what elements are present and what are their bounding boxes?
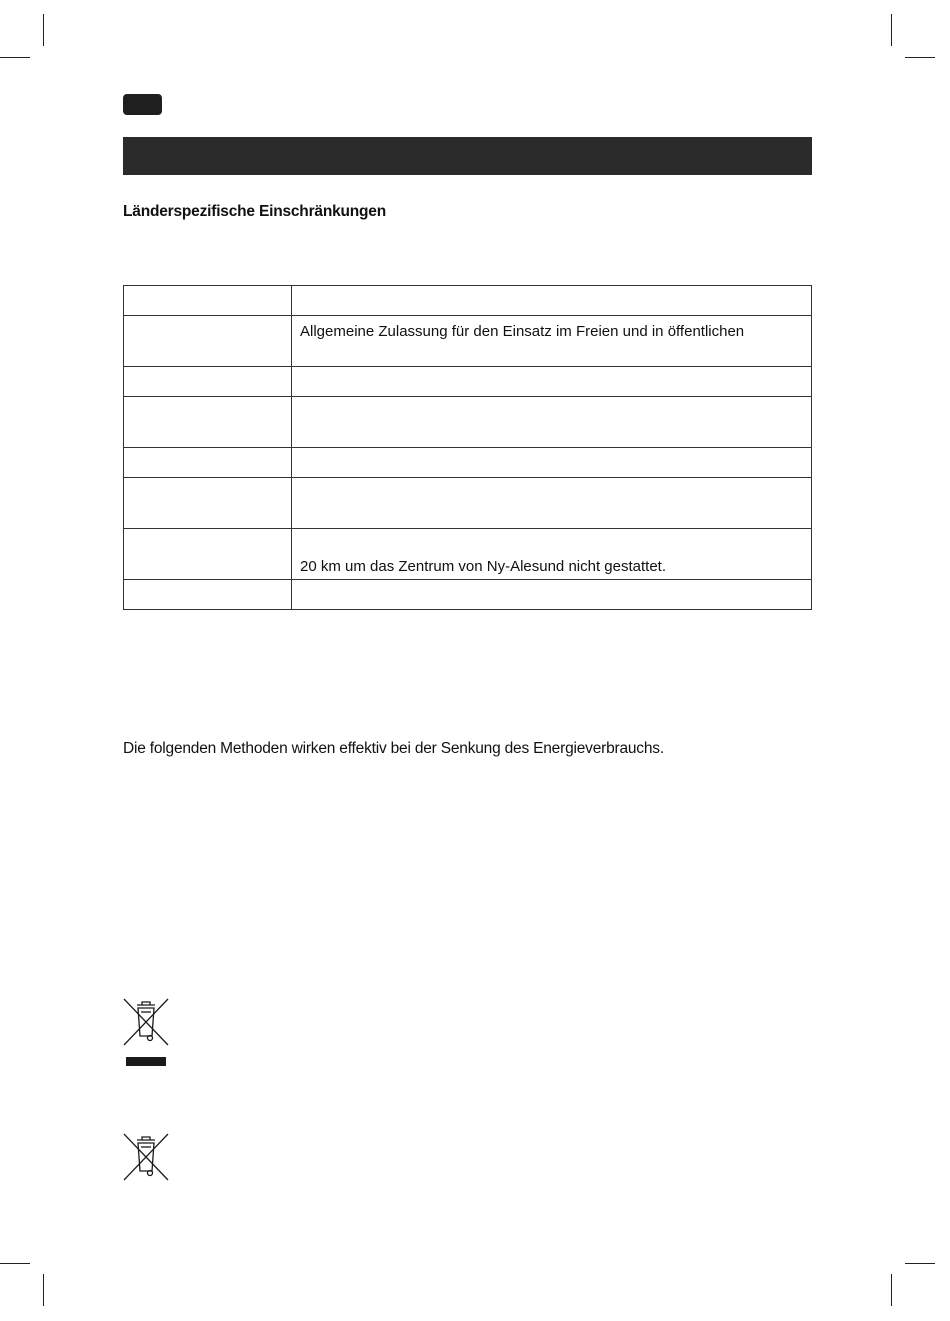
- crop-mark: [905, 1263, 935, 1264]
- restriction-cell: [292, 478, 812, 529]
- crop-mark: [905, 57, 935, 58]
- restriction-cell: [292, 397, 812, 448]
- section-header-bar: [123, 137, 812, 175]
- country-cell: [124, 529, 292, 580]
- country-cell: [124, 448, 292, 478]
- table-row: [124, 316, 812, 367]
- language-badge: [123, 94, 162, 115]
- table-row: [124, 286, 812, 316]
- restriction-text: [300, 580, 803, 587]
- restriction-cell: [292, 316, 812, 367]
- country-cell: [124, 580, 292, 610]
- restriction-cell: [292, 367, 812, 397]
- restriction-cell: [292, 529, 812, 580]
- table-row: [124, 448, 812, 478]
- table-row: [124, 397, 812, 448]
- energy-saving-intro: Die folgenden Methoden wirken effektiv bei der Senkung des Energieverbrauchs.: [123, 740, 664, 757]
- restriction-text: [300, 286, 803, 293]
- country-cell: [124, 397, 292, 448]
- crop-mark: [0, 57, 30, 58]
- country-text: [132, 448, 283, 455]
- country-text: [132, 397, 283, 404]
- crop-mark: [0, 1263, 30, 1264]
- country-restrictions-table: [123, 285, 812, 610]
- restriction-cell: [292, 448, 812, 478]
- country-text: [132, 316, 283, 323]
- table-row: [124, 367, 812, 397]
- country-text: [132, 367, 283, 374]
- country-cell: [124, 367, 292, 397]
- restriction-text: [300, 397, 803, 404]
- country-text: [132, 529, 283, 536]
- table-row: [124, 529, 812, 580]
- country-cell: [124, 286, 292, 316]
- country-text: [132, 478, 283, 485]
- crop-mark: [891, 14, 892, 46]
- country-text: [132, 580, 283, 587]
- restriction-text: [300, 478, 803, 485]
- section-heading: Länderspezifische Einschränkungen: [123, 203, 387, 220]
- restriction-text: Allgemeine Zulassung für den Einsatz im Freien und in öffentlichen: [300, 323, 745, 340]
- country-text: [132, 286, 283, 293]
- restriction-text: [300, 448, 803, 455]
- restriction-text: 20 km um das Zentrum von Ny-Alesund nicht gestattet.: [300, 558, 666, 575]
- crossed-out-wheelie-bin-icon: [121, 996, 171, 1068]
- restriction-cell: [292, 286, 812, 316]
- crop-mark: [891, 1274, 892, 1306]
- restriction-cell: [292, 580, 812, 610]
- crop-mark: [43, 1274, 44, 1306]
- country-cell: [124, 316, 292, 367]
- country-cell: [124, 478, 292, 529]
- table-row: [124, 580, 812, 610]
- table-row: [124, 478, 812, 529]
- crossed-out-wheelie-bin-icon: [121, 1131, 171, 1183]
- crop-mark: [43, 14, 44, 46]
- restriction-text: [300, 367, 803, 374]
